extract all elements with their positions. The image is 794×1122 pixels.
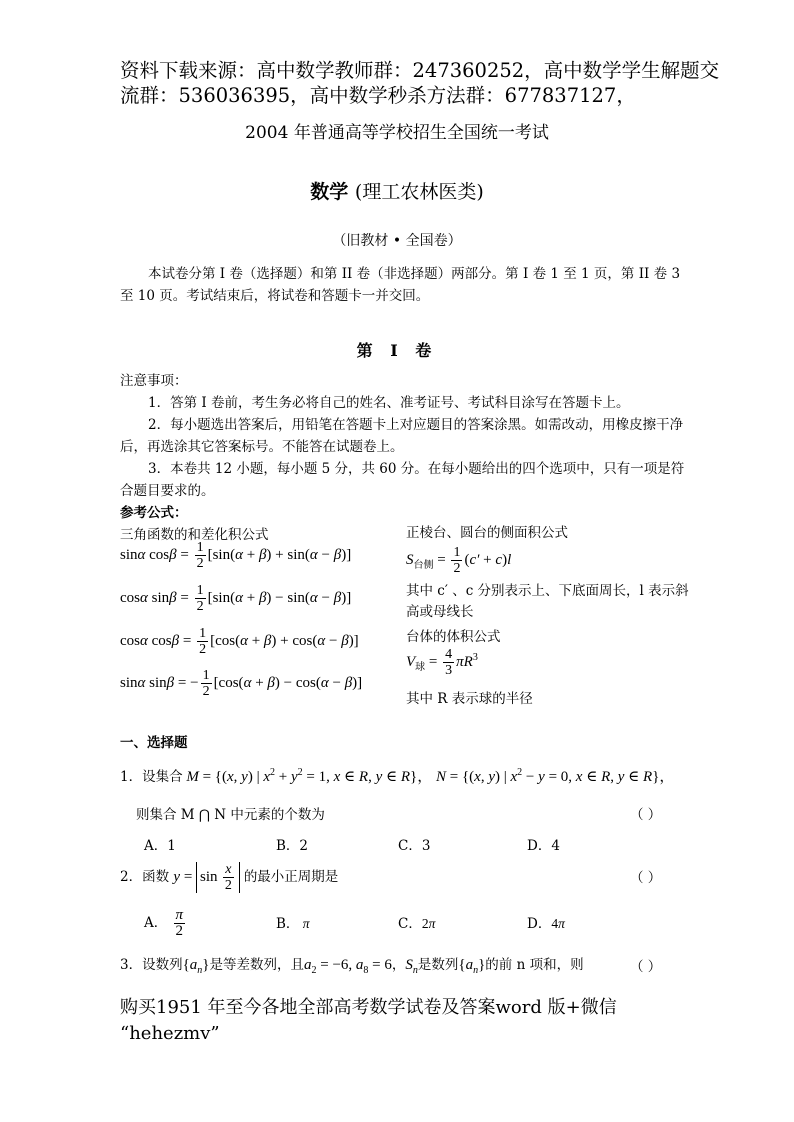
trig-formula-3: cosα cosβ = $\frac{1}{2}$ [cos(α + β) + cos(α − β)] (120, 626, 359, 657)
exam-title: 2004 年普通高等学校招生全国统一考试 (245, 123, 549, 143)
question-2: 2．函数 y = sin $\frac{x}{2}$ 的最小正周期是 (120, 862, 339, 893)
sphere-note: 其中 R 表示球的半径 (406, 691, 533, 707)
q2-option-a: A． $\frac{\pi}{2}$ (144, 907, 184, 939)
q2-option-b-label: B． (276, 916, 300, 932)
intro-paragraph: 本试卷分第 I 卷（选择题）和第 II 卷（非选择题）两部分。第 I 卷 1 至 1 页，第 II 卷 3 至 10 页。考试结束后，将试卷和答题卡一并交回。 (120, 266, 681, 304)
q3-text-d: 是数列 (417, 957, 459, 973)
source-header-line1: 资料下载来源：高中数学教师群：247360252，高中数学学生解题交 (120, 59, 720, 82)
q2-option-c: C．2π (398, 916, 436, 932)
footer-line1: 购买1951 年至今各地全部高考数学试卷及答案word 版+微信 (120, 997, 617, 1018)
footer-line2: “hehezmv” (120, 1023, 220, 1044)
note-item-1: 1．答第 I 卷前，考生务必将自己的姓名、准考证号、考试科目涂写在答题卡上。 (148, 395, 630, 411)
trig-heading: 三角函数的和差化积公式 (120, 527, 269, 543)
q1-option-a: A．1 (144, 838, 176, 854)
trig-formula-2: cosα sinβ = $\frac{1}{2}$ [sin(α + β) − sin(α − β)] (120, 583, 352, 614)
q2-answer-paren: （ ） (630, 870, 662, 886)
q3-text-c: ， (391, 957, 406, 973)
q3-text-a: 3．设数列 (120, 957, 183, 973)
q1-option-c: C．3 (398, 838, 431, 854)
source-header-line2: 流群：536036395，高中数学秒杀方法群：677837127， (120, 84, 636, 107)
question-1: 1．设集合 M = {(x, y) | $x^2 + y^2 = 1$, x ∈ R, y ∈ R}， N = {(x, y) | $x^2 - y = 0$, x ∈ R, y ∈ R}， (120, 767, 675, 785)
q2-number: 2．函数 (120, 868, 170, 885)
edition-label: （旧教材 • 全国卷） (332, 233, 462, 249)
q3-answer-paren: （ ） (630, 959, 662, 975)
lateral-area-formula: $S_{台侧}$ = $\frac{1}{2}$ (c′ + c)l (406, 545, 512, 576)
lateral-area-heading: 正棱台、圆台的侧面积公式 (406, 525, 568, 541)
volume-heading: 台体的体积公式 (406, 629, 501, 645)
q3-text-b: 是等差数列，且 (209, 957, 304, 973)
section-heading: 一、选择题 (120, 735, 188, 751)
q2-option-c-label: C． (398, 916, 422, 932)
purchase-footer (120, 995, 617, 1047)
q3-text-e: 的前 n 项和，则 (485, 957, 584, 973)
q1-answer-paren: （ ） (630, 807, 662, 823)
sphere-volume-formula: $V_球$ = $\frac{4}{3}$ $\pi R^3$ (406, 647, 478, 678)
subject-subtitle: (理工农林医类) (354, 181, 484, 203)
q2-tail: 的最小正周期是 (243, 868, 339, 885)
source-header (120, 58, 719, 108)
lateral-area-note: 其中 c′ 、c 分别表示上、下底面周长，l 表示斜高或母线长 (406, 583, 689, 620)
trig-formula-1: sinα cosβ = $\frac{1}{2}$ [sin(α + β) + sin(α − β)] (120, 540, 352, 571)
question-3: 3．设数列$\{a_n\}$是等差数列，且$a_2 = -6$, $a_8 = 6$，$S_n$是数列$\{a_n\}$的前 n 项和，则 (120, 957, 584, 976)
q1-number: 1．设集合 (120, 769, 183, 785)
q1-option-d: D．4 (527, 838, 560, 854)
subject-name: 数学 (310, 181, 349, 203)
note-item-3: 3．本卷共 12 小题，每小题 5 分，共 60 分。在每小题给出的四个选项中，只有一项是符合题目要求的。 (120, 461, 685, 499)
reference-heading: 参考公式： (120, 505, 188, 521)
subject-title (0, 177, 794, 204)
q2-option-b: B． π (276, 916, 310, 932)
notes-block (120, 370, 690, 546)
trig-formula-4: sinα sinβ = − $\frac{1}{2}$ [cos(α + β) − cos(α − β)] (120, 668, 363, 699)
q2-option-a-label: A． (144, 915, 168, 931)
q1-line2: 则集合 M ⋂ N 中元素的个数为 (136, 807, 325, 823)
q1-option-b: B．2 (276, 838, 309, 854)
q2-option-d: D．4π (527, 916, 565, 932)
q2-option-d-label: D． (527, 916, 552, 932)
volume-title: 第 I 卷 (356, 341, 438, 360)
note-item-2: 2．每小题选出答案后，用铅笔在答题卡上对应题目的答案涂黑。如需改动，用橡皮擦干净后，再选涂其它答案标号。不能答在试题卷上。 (120, 417, 684, 455)
notes-heading: 注意事项： (120, 373, 188, 389)
